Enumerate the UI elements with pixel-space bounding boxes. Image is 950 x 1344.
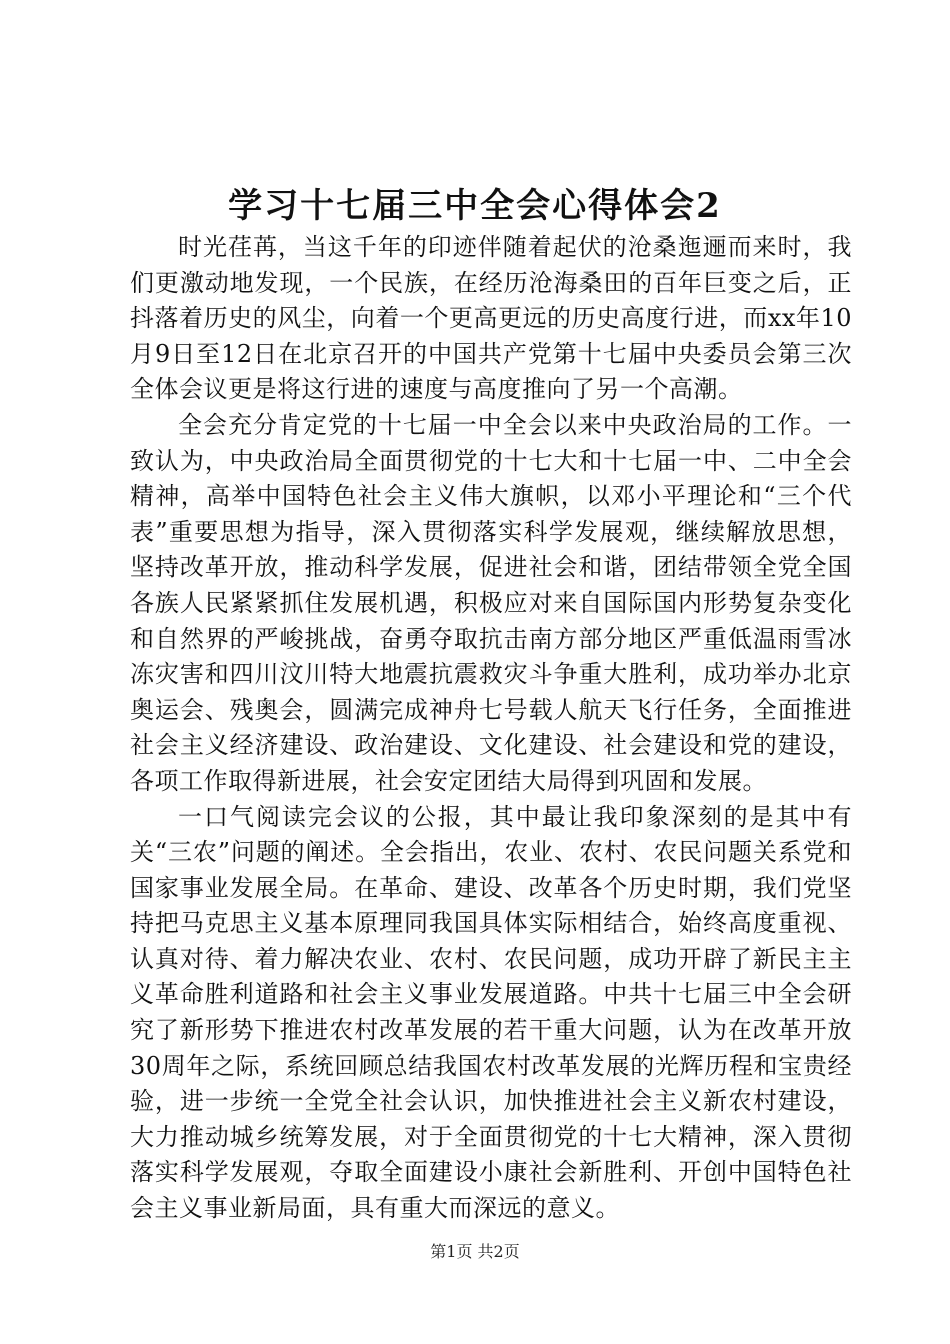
page-footer: 第1页 共2页 <box>430 1242 520 1261</box>
paragraph-2: 全会充分肯定党的十七届一中全会以来中央政治局的工作。一致认为，中央政治局全面贯彻党的十七大和十七届一中、二中全会精神，高举中国特色社会主义伟大旗帜，以邓小平理论和“三个代表”重要思想为指导，深入贯彻落实科学发展观，继续解放思想，坚持改革开放，推动科学发展，促进社会和谐，团结带领全党全国各族人民紧紧抓住发展机遇，积极应对来自国际国内形势复杂变化和自然界的严峻挑战，奋勇夺取抗击南方部分地区严重低温雨雪冰冻灾害和四川汶川特大地震抗震救灾斗争重大胜利，成功举办北京奥运会、残奥会，圆满完成神舟七号载人航天飞行任务，全面推进社会主义经济建设、政治建设、文化建设、社会建设和党的建设，各项工作取得新进展，社会安定团结大局得到巩固和发展。 <box>130 410 852 795</box>
document-title: 学习十七届三中全会心得体会2 <box>228 186 722 226</box>
paragraph-1: 时光荏苒，当这千年的印迹伴随着起伏的沧桑迤逦而来时，我们更激动地发现，一个民族，在经历沧海桑田的百年巨变之后，正抖落着历史的风尘，向着一个更高更远的历史高度行进，而xx年10月9日至12日在北京召开的中国共产党第十七届中央委员会第三次全体会议更是将这行进的速度与高度推向了另一个高潮。 <box>130 233 852 404</box>
document-body <box>130 230 852 1227</box>
paragraph-3: 一口气阅读完会议的公报，其中最让我印象深刻的是其中有关“三农”问题的阐述。全会指出，农业、农村、农民问题关系党和国家事业发展全局。在革命、建设、改革各个历史时期，我们党坚持把马克思主义基本原理同我国具体实际相结合，始终高度重视、认真对待、着力解决农业、农村、农民问题，成功开辟了新民主主义革命胜利道路和社会主义事业发展道路。中共十七届三中全会研究了新形势下推进农村改革发展的若干重大问题，认为在改革开放30周年之际，系统回顾总结我国农村改革发展的光辉历程和宝贵经验，进一步统一全党全社会认识，加快推进社会主义新农村建设，大力推动城乡统筹发展，对于全面贯彻党的十七大精神，深入贯彻落实科学发展观，夺取全面建设小康社会新胜利、开创中国特色社会主义事业新局面，具有重大而深远的意义。 <box>130 802 852 1223</box>
